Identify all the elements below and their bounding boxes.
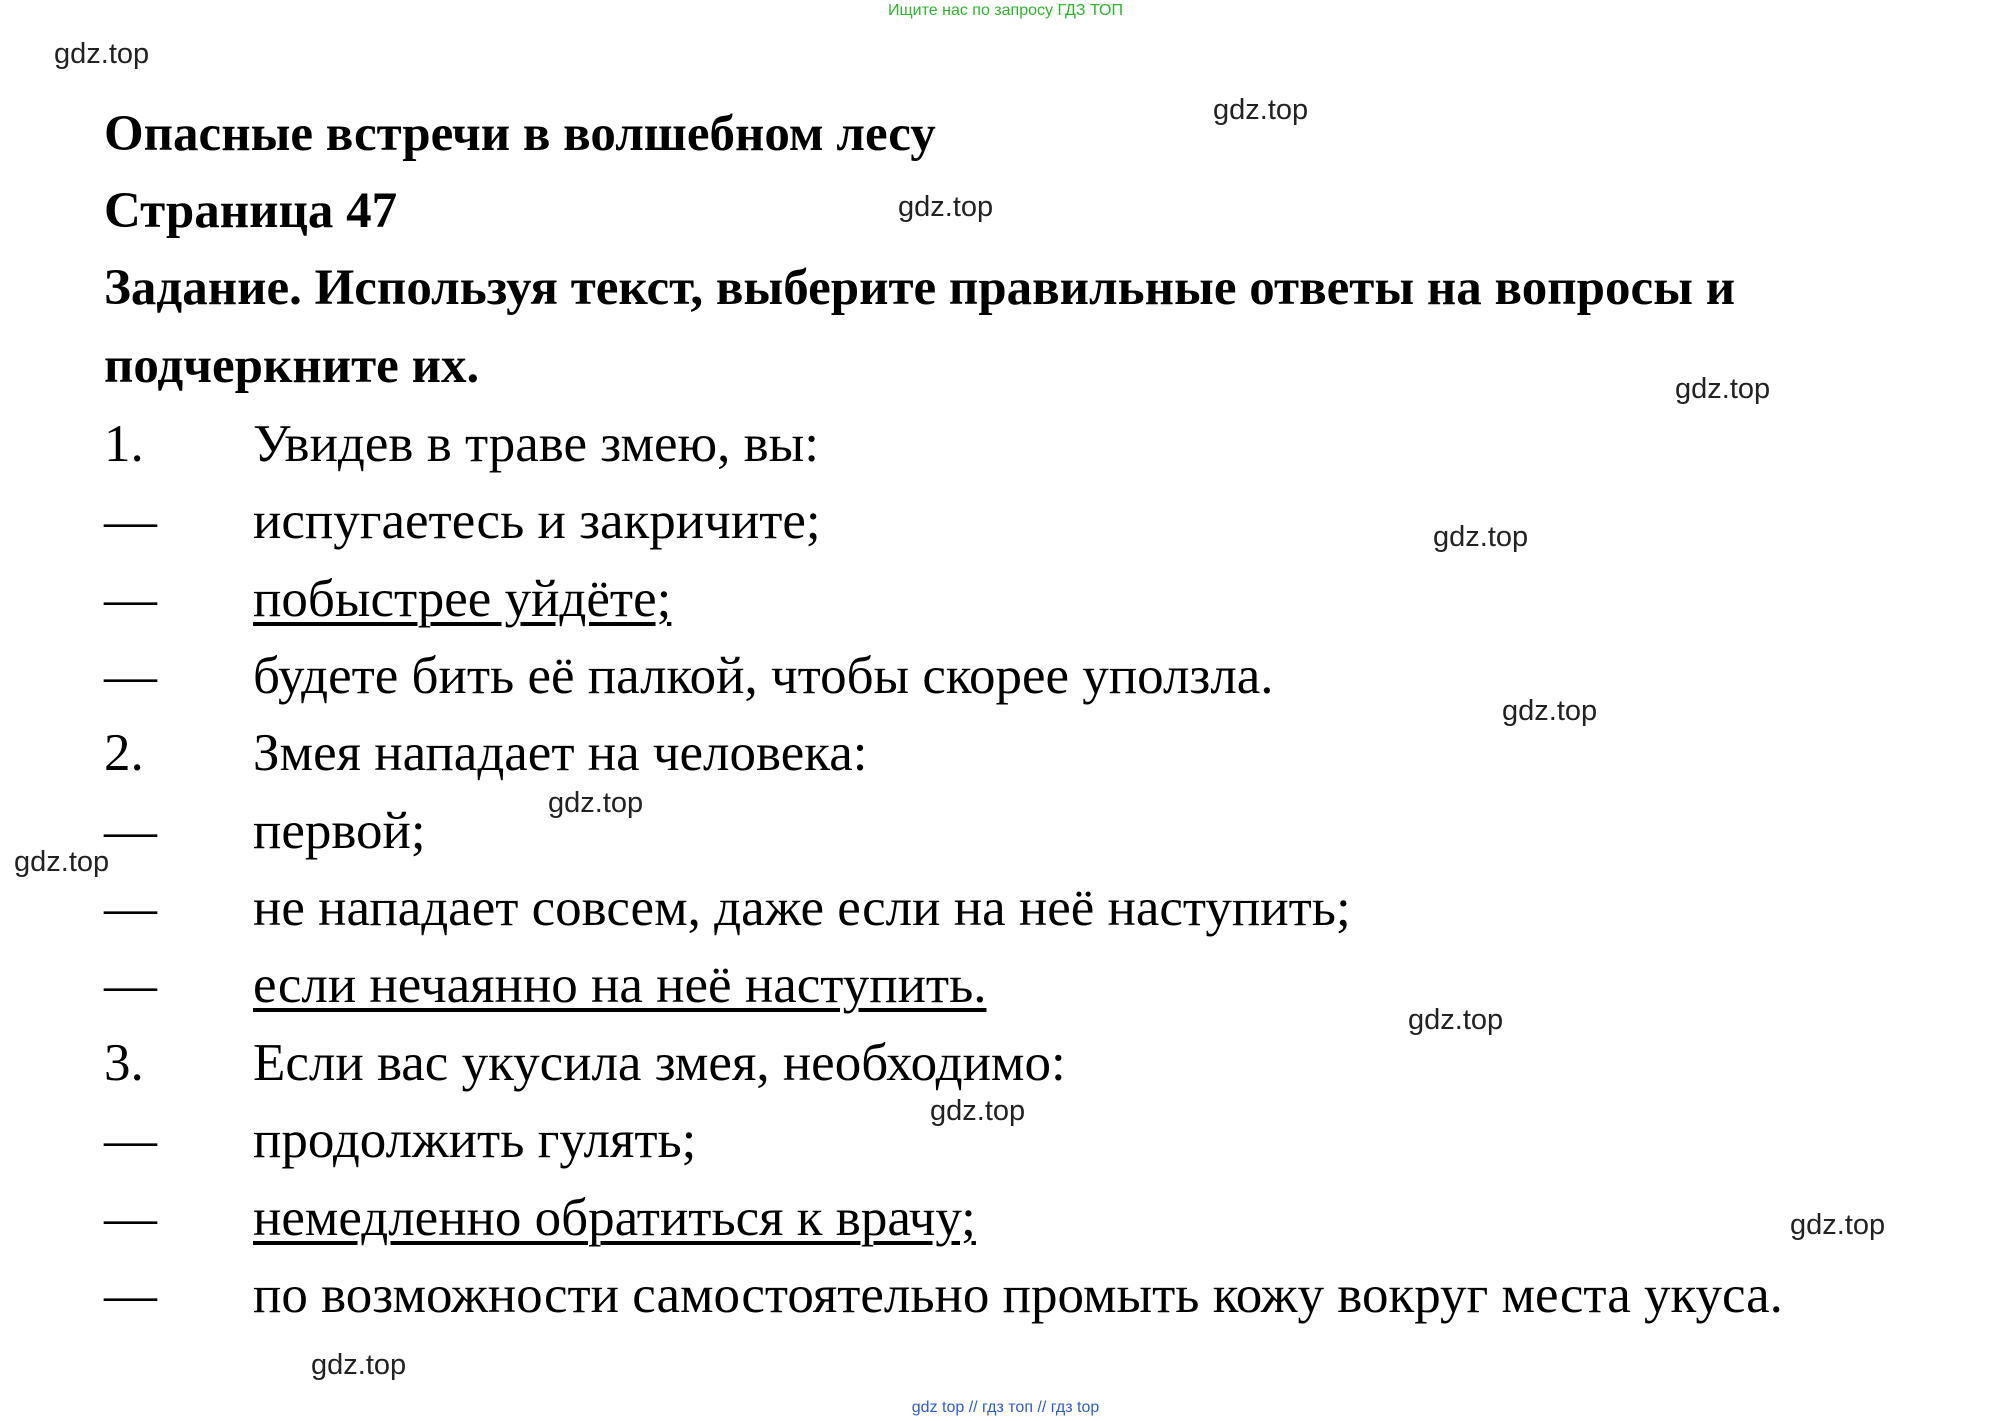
item-marker: 1. [104,415,144,473]
watermark: gdz.top [311,1349,407,1381]
watermark: gdz.top [14,846,110,878]
top-banner[interactable]: Ищите нас по запросу ГДЗ ТОП [888,2,1123,19]
watermark: gdz.top [898,191,994,223]
item-text: не нападает совсем, даже если на неё наступить; [253,879,1351,937]
question-3 [104,1028,2004,1098]
item-text: будете бить её палкой, чтобы скорее уползла. [253,647,1274,705]
item-marker: — [104,1189,157,1247]
watermark: gdz.top [1675,373,1771,405]
watermark: gdz.top [930,1095,1026,1127]
item-text: Змея нападает на человека: [253,724,868,782]
item-text: продолжить гулять; [253,1111,697,1169]
item-marker: — [104,879,157,937]
question-2 [104,718,2004,788]
answer-option [104,1105,2004,1175]
item-marker: — [104,570,157,628]
page-label: Страница 47 [104,183,398,239]
item-marker: — [104,956,157,1014]
document-title: Опасные встречи в волшебном лесу [104,106,936,162]
item-marker: 2. [104,724,144,782]
item-text: Если вас укусила змея, необходимо: [253,1034,1066,1092]
answer-option [104,873,2004,943]
watermark: gdz.top [54,38,150,70]
answer-option-selected [104,950,2004,1020]
item-marker: — [104,802,157,860]
answer-option [104,796,2004,866]
watermark: gdz.top [548,787,644,819]
question-1 [104,409,2004,479]
watermark: gdz.top [1433,521,1529,553]
watermark: gdz.top [1790,1209,1886,1241]
answer-option [104,641,2004,711]
item-text: по возможности самостоятельно промыть кожу вокруг места укуса. [253,1266,1783,1324]
item-marker: 3. [104,1034,144,1092]
item-text: Увидев в траве змею, вы: [253,415,819,473]
watermark: gdz.top [1502,695,1598,727]
item-marker: — [104,647,157,705]
task-line-1: Задание. Используя текст, выберите правильные ответы на вопросы и [104,260,1736,316]
answer-option-selected [104,564,2004,634]
item-marker: — [104,1266,157,1324]
item-marker: — [104,1111,157,1169]
item-text-underlined: побыстрее уйдёте; [253,570,672,628]
task-line-2: подчеркните их. [104,338,480,394]
item-text-underlined: немедленно обратиться к врачу; [253,1189,976,1247]
answer-option [104,1260,2004,1330]
watermark: gdz.top [1408,1004,1504,1036]
item-marker: — [104,492,157,550]
item-text: испугаетесь и закричите; [253,492,821,550]
answer-option [104,486,2004,556]
item-text-underlined: если нечаянно на неё наступить. [253,956,987,1014]
watermark: gdz.top [1213,94,1309,126]
item-text: первой; [253,802,426,860]
bottom-banner[interactable]: gdz top // гдз топ // гдз top [911,1399,1100,1416]
answer-option-selected [104,1183,2004,1253]
